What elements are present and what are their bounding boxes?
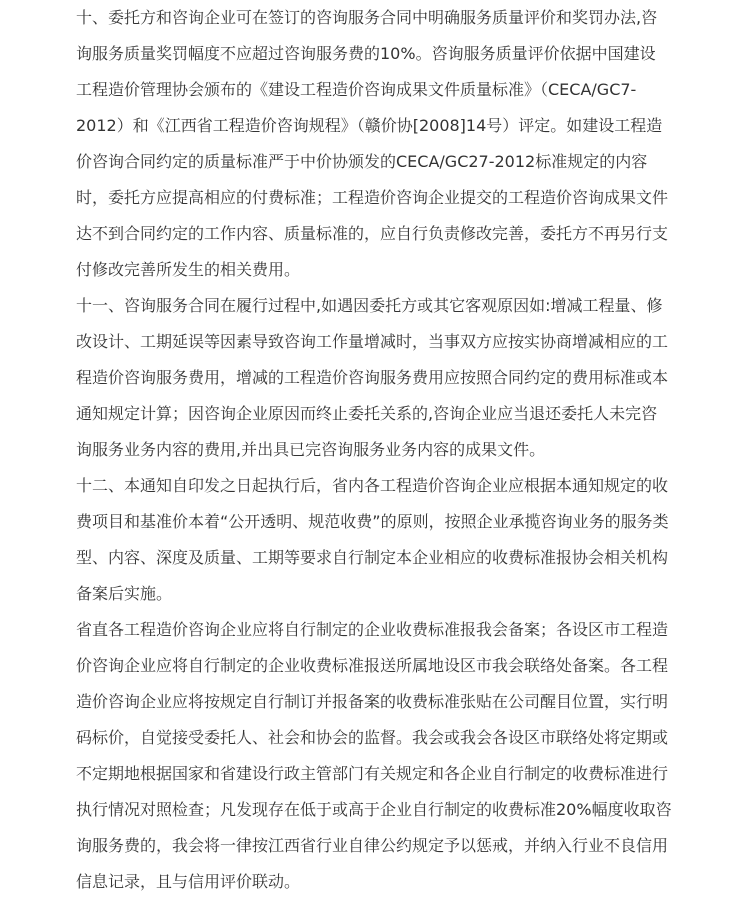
text-line: 执行情况对照检查；凡发现存在低于或高于企业自行制定的收费标准20%幅度收取咨	[76, 800, 672, 819]
text-line: 通知规定计算；因咨询企业原因而终止委托关系的,咨询企业应当退还委托人未完咨	[76, 404, 658, 423]
text-line: 价咨询合同约定的质量标准严于中价协颁发的CECA/GC27-2012标准规定的内容	[76, 152, 648, 171]
text-line: 信息记录，且与信用评价联动。	[76, 872, 301, 891]
text-line: 造价咨询企业应将按规定自行制订并报备案的收费标准张贴在公司醒目位置，实行明	[76, 692, 669, 711]
text-line: 程造价咨询服务费用，增减的工程造价咨询服务费用应按照合同约定的费用标准或本	[76, 368, 669, 387]
text-line: 询服务费的，我会将一律按江西省行业自律公约规定予以惩戒，并纳入行业不良信用	[76, 836, 669, 855]
text-line: 型、内容、深度及质量、工期等要求自行制定本企业相应的收费标准报协会相关机构	[76, 548, 669, 567]
text-line: 时，委托方应提高相应的付费标准；工程造价咨询企业提交的工程造价咨询成果文件	[76, 188, 669, 207]
text-line: 省直各工程造价咨询企业应将自行制定的企业收费标准报我会备案；各设区市工程造	[76, 620, 669, 639]
text-line: 十一、咨询服务合同在履行过程中,如遇因委托方或其它客观原因如:增减工程量、修	[76, 296, 663, 315]
text-line: 十二、本通知自印发之日起执行后，省内各工程造价咨询企业应根据本通知规定的收	[76, 476, 669, 495]
paragraph-11	[76, 288, 676, 468]
text-line: 费项目和基准价本着“公开透明、规范收费”的原则，按照企业承揽咨询业务的服务类	[76, 512, 669, 531]
text-line: 工程造价管理协会颁布的《建设工程造价咨询成果文件质量标准》（CECA/GC7-	[76, 80, 637, 99]
text-line: 价咨询企业应将自行制定的企业收费标准报送所属地设区市我会联络处备案。各工程	[76, 656, 669, 675]
text-line: 询服务质量奖罚幅度不应超过咨询服务费的10%。咨询服务质量评价依据中国建设	[76, 44, 656, 63]
paragraph-10	[76, 0, 676, 288]
paragraph-12	[76, 468, 676, 612]
text-line: 达不到合同约定的工作内容、质量标准的，应自行负责修改完善，委托方不再另行支	[76, 224, 669, 243]
paragraph-filing	[76, 612, 676, 900]
text-line: 码标价，自觉接受委托人、社会和协会的监督。我会或我会各设区市联络处将定期或	[76, 728, 669, 747]
text-line: 备案后实施。	[76, 584, 173, 603]
text-line: 2012）和《江西省工程造价咨询规程》（赣价协[2008]14号）评定。如建设工程造	[76, 116, 663, 135]
text-line: 不定期地根据国家和省建设行政主管部门有关规定和各企业自行制定的收费标准进行	[76, 764, 669, 783]
text-line: 十、委托方和咨询企业可在签订的咨询服务合同中明确服务质量评价和奖罚办法,咨	[76, 8, 658, 27]
document-body	[76, 0, 676, 900]
text-line: 询服务业务内容的费用,并出具已完咨询服务业务内容的成果文件。	[76, 440, 546, 459]
text-line: 改设计、工期延误等因素导致咨询工作量增减时，当事双方应按实协商增减相应的工	[76, 332, 669, 351]
text-line: 付修改完善所发生的相关费用。	[76, 260, 301, 279]
